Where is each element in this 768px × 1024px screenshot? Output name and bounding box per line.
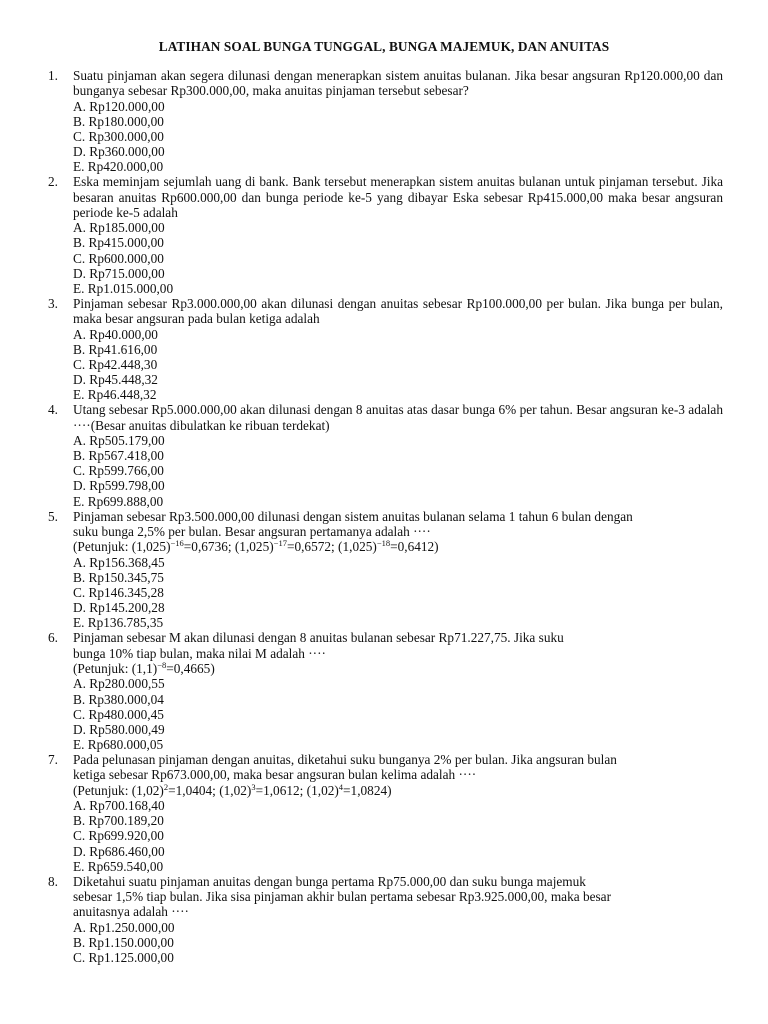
question-number: 8.	[48, 873, 58, 889]
option-b: B. Rp567.418,00	[73, 448, 164, 464]
option-e: E. Rp420.000,00	[73, 159, 164, 175]
option-c: C. Rp699.920,00	[73, 828, 164, 844]
option-c: C. Rp42.448,30	[73, 356, 158, 372]
question-6	[48, 630, 723, 752]
question-text: Suatu pinjaman akan segera dilunasi dengan menerapkan sistem anuitas bulanan. Jika besar angsuran Rp120.000,00 dan bunganya sebesar Rp300.000,00, maka anuitas pinjaman tersebut sebesar?	[73, 68, 723, 99]
option-a: A. Rp700.168,40	[73, 798, 165, 814]
option-a: A. Rp505.179,00	[73, 433, 165, 449]
option-a: A. Rp40.000,00	[73, 326, 158, 342]
option-d: D. Rp45.448,32	[73, 372, 158, 388]
question-text-line: anuitasnya adalah ····	[73, 904, 189, 920]
exponent: −17	[273, 538, 287, 549]
option-d: D. Rp360.000,00	[73, 144, 165, 160]
question-text-line: suku bunga 2,5% per bulan. Besar angsuran pertamanya adalah ····	[73, 524, 431, 540]
question-1	[48, 68, 723, 174]
hint-line: (Petunjuk: $(1,025)^{-16}=0,6736$; $(1,025)^{-17}=0,6572$; $(1,025)^{-18}=0,6412$)	[73, 538, 439, 555]
option-d: D. Rp580.000,49	[73, 721, 165, 737]
option-e: E. Rp680.000,05	[73, 736, 164, 752]
question-number: 2.	[48, 174, 58, 190]
option-d: D. Rp145.200,28	[73, 600, 165, 616]
question-text-line: ketiga sebesar Rp673.000,00, maka besar angsuran bulan kelima adalah ····	[73, 767, 477, 783]
question-7	[48, 752, 723, 874]
question-number: 7.	[48, 752, 58, 768]
option-b: B. Rp1.150.000,00	[73, 934, 174, 950]
option-c: C. Rp300.000,00	[73, 128, 164, 144]
option-e: E. Rp659.540,00	[73, 858, 164, 874]
exponent: −18	[376, 538, 391, 549]
question-3	[48, 296, 723, 402]
option-d: D. Rp686.460,00	[73, 843, 165, 859]
option-d: D. Rp715.000,00	[73, 265, 165, 281]
option-c: C. Rp1.125.000,00	[73, 950, 174, 966]
question-8	[48, 874, 723, 965]
option-a: A. Rp120.000,00	[73, 98, 165, 114]
question-text-line: bunga 10% tiap bulan, maka nilai M adalah ····	[73, 645, 326, 661]
page-title: LATIHAN SOAL BUNGA TUNGGAL, BUNGA MAJEMUK, DAN ANUITAS	[158, 39, 610, 54]
option-b: B. Rp380.000,04	[73, 691, 164, 707]
option-e: E. Rp46.448,32	[73, 387, 157, 403]
option-a: A. Rp156.368,45	[73, 554, 165, 570]
question-text-line: Pinjaman sebesar Rp3.500.000,00 dilunasi dengan sistem anuitas bulanan selama 1 tahun 6 bulan dengan	[73, 508, 633, 524]
question-number: 6.	[48, 630, 58, 646]
option-b: B. Rp41.616,00	[73, 341, 158, 357]
option-c: C. Rp480.000,45	[73, 706, 164, 722]
question-text-line: Pinjaman sebesar M akan dilunasi dengan 8 anuitas bulanan sebesar Rp71.227,75. Jika suku	[73, 630, 564, 646]
hint-line: (Petunjuk: $(1,02)^2=1,0404$; $(1,02)^3=1,0612$; $(1,02)^4=1,0824$)	[73, 781, 392, 798]
option-e: E. Rp699.888,00	[73, 493, 164, 509]
option-d: D. Rp599.798,00	[73, 478, 165, 494]
option-c: C. Rp146.345,28	[73, 585, 164, 600]
question-number: 5.	[48, 508, 58, 524]
option-c: C. Rp599.766,00	[73, 463, 164, 479]
exponent: 2	[163, 781, 169, 792]
option-a: A. Rp280.000,55	[73, 676, 165, 692]
hint-line: (Petunjuk: $(1,1)^{-8}=0,4665$)	[73, 660, 215, 677]
option-e: E. Rp136.785,35	[73, 615, 164, 631]
option-b: B. Rp150.345,75	[73, 569, 164, 585]
option-a: A. Rp185.000,00	[73, 220, 165, 236]
option-b: B. Rp180.000,00	[73, 113, 164, 129]
question-text-line: sebesar 1,5% tiap bulan. Jika sisa pinjaman akhir bulan pertama sebesar Rp3.925.000,00, maka besar	[73, 889, 612, 905]
question-number: 3.	[48, 296, 58, 312]
question-4	[48, 402, 723, 508]
question-text: Utang sebesar Rp5.000.000,00 akan dilunasi dengan 8 anuitas atas dasar bunga 6% per tahun. Besar angsuran ke-3 adalah ····(Besar anuitas dibulatkan ke ribuan terdekat)	[73, 402, 723, 433]
question-5	[48, 509, 723, 631]
exponent: 4	[338, 781, 344, 792]
option-b: B. Rp700.189,20	[73, 813, 164, 829]
question-2	[48, 174, 723, 296]
question-text-line: Pada pelunasan pinjaman dengan anuitas, diketahui suku bunganya 2% per bulan. Jika angsuran bulan	[73, 752, 617, 768]
exponent: 3	[251, 781, 256, 792]
exponent: −16	[170, 538, 184, 549]
option-a: A. Rp1.250.000,00	[73, 919, 175, 935]
question-number: 4.	[48, 402, 58, 418]
question-number: 1.	[48, 68, 58, 83]
question-list	[48, 68, 723, 965]
question-text: Pinjaman sebesar Rp3.000.000,00 akan dilunasi dengan anuitas sebesar Rp100.000,00 per bulan. Jika bunga per bulan, maka besar angsuran pada bulan ketiga adalah	[73, 296, 723, 327]
option-c: C. Rp600.000,00	[73, 250, 164, 266]
option-b: B. Rp415.000,00	[73, 235, 164, 251]
question-text-line: Diketahui suatu pinjaman anuitas dengan bunga pertama Rp75.000,00 dan suku bunga majemuk	[73, 873, 586, 889]
option-e: E. Rp1.015.000,00	[73, 280, 174, 296]
exponent: −8	[157, 660, 167, 671]
question-text: Eska meminjam sejumlah uang di bank. Bank tersebut menerapkan sistem anuitas bulanan untuk pinjaman tersebut. Jika besaran anuitas Rp600.000,00 dan bunga periode ke-5 yang dibayar Eska sebesar Rp415.000,00 maka besar angsuran periode ke-5 adalah	[73, 174, 723, 220]
